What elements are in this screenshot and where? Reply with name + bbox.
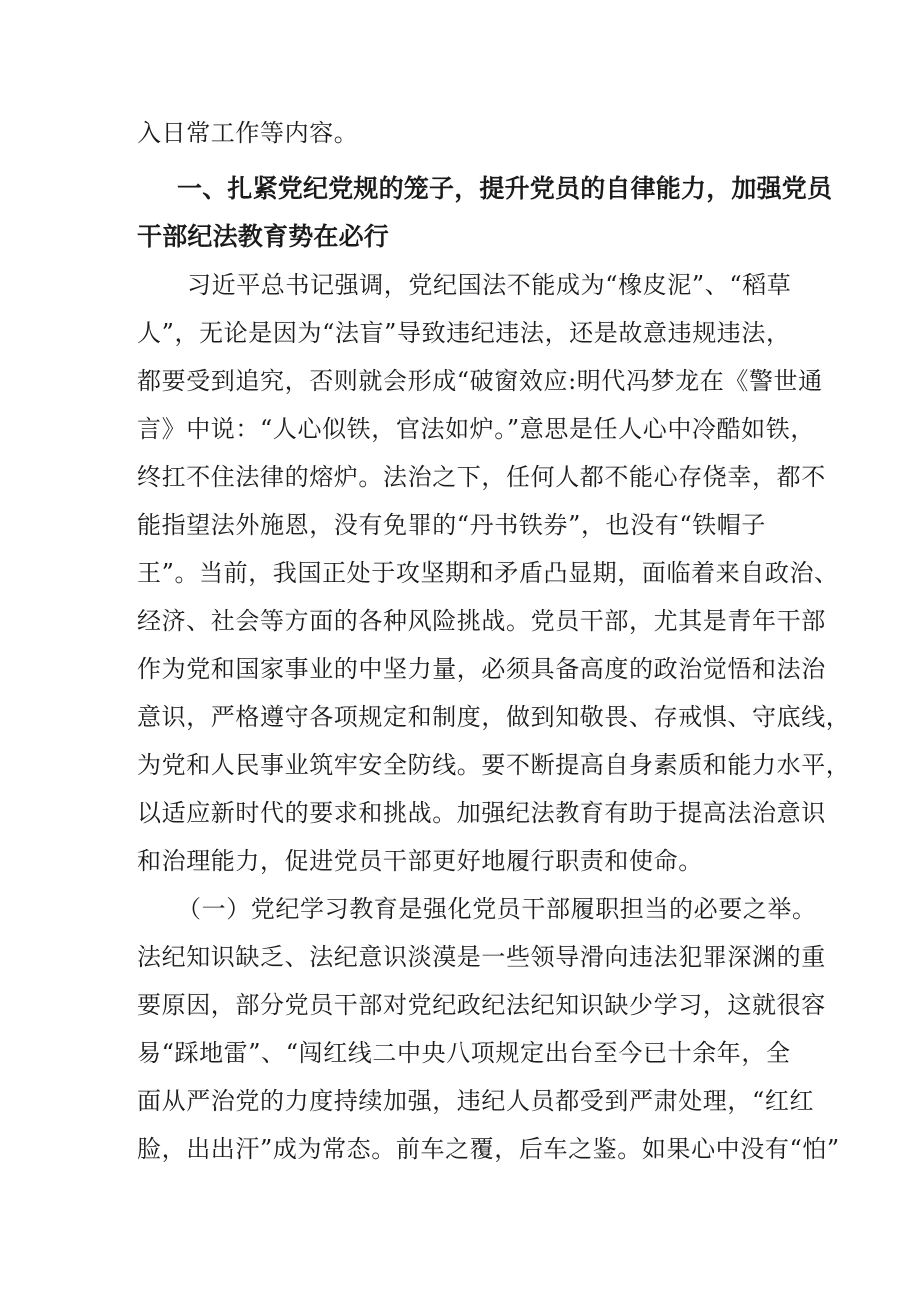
paragraph-line: 能指望法外施恩，没有免罪的“丹书铁券”，也没有“铁帽子	[137, 511, 767, 539]
paragraph-line: 为党和人民事业筑牢安全防线。要不断提高自身素质和能力水平，	[137, 751, 851, 779]
paragraph-line: 习近平总书记强调，党纪国法不能成为“橡皮泥”、“稻草	[187, 271, 792, 299]
paragraph-line: 面从严治党的力度持续加强，违纪人员都受到严肃处理，“红红	[137, 1087, 815, 1115]
text-line: 入日常工作等内容。	[137, 119, 359, 147]
paragraph-line: 和治理能力，促进党员干部更好地履行职责和使命。	[137, 847, 703, 875]
subsection-heading-line: （一）党纪学习教育是强化党员干部履职担当的必要之举。	[177, 895, 817, 923]
paragraph-line: 王”。当前，我国正处于攻坚期和矛盾凸显期，面临着来自政治、	[137, 559, 839, 587]
paragraph-line: 作为党和国家事业的中坚力量，必须具备高度的政治觉悟和法治	[137, 655, 826, 683]
paragraph-line: 要原因，部分党员干部对党纪政纪法纪知识缺少学习，这就很容	[137, 991, 826, 1019]
paragraph-line: 易“踩地雷”、“闯红线二中央八项规定出台至今已十余年，全	[137, 1039, 791, 1067]
section-heading-line: 一、扎紧党纪党规的笼子，提升党员的自律能力，加强党员	[177, 174, 833, 203]
paragraph-line: 都要受到追究，否则就会形成“破窗效应:明代冯梦龙在《警世通	[137, 367, 823, 395]
paragraph-line: 人”，无论是因为“法盲”导致违纪违法，还是故意违规违法，	[137, 319, 791, 347]
section-heading-line: 干部纪法教育势在必行	[137, 222, 390, 251]
paragraph-line: 言》中说：“人心似铁，官法如炉。”意思是任人心中冷酷如铁，	[137, 415, 815, 443]
paragraph-line: 经济、社会等方面的各种风险挑战。党员干部，尤其是青年干部	[137, 607, 826, 635]
paragraph-line: 以适应新时代的要求和挑战。加强纪法教育有助于提高法治意识	[137, 799, 826, 827]
paragraph-line: 法纪知识缺乏、法纪意识淡漠是一些领导滑向违法犯罪深渊的重	[137, 943, 826, 971]
paragraph-line: 意识，严格遵守各项规定和制度，做到知敬畏、存戒惧、守底线，	[137, 703, 851, 731]
paragraph-line: 脸，出出汗”成为常态。前车之覆，后车之鉴。如果心中没有“怕”	[137, 1135, 840, 1163]
paragraph-line: 终扛不住法律的熔炉。法治之下，任何人都不能心存侥幸，都不	[137, 463, 826, 491]
